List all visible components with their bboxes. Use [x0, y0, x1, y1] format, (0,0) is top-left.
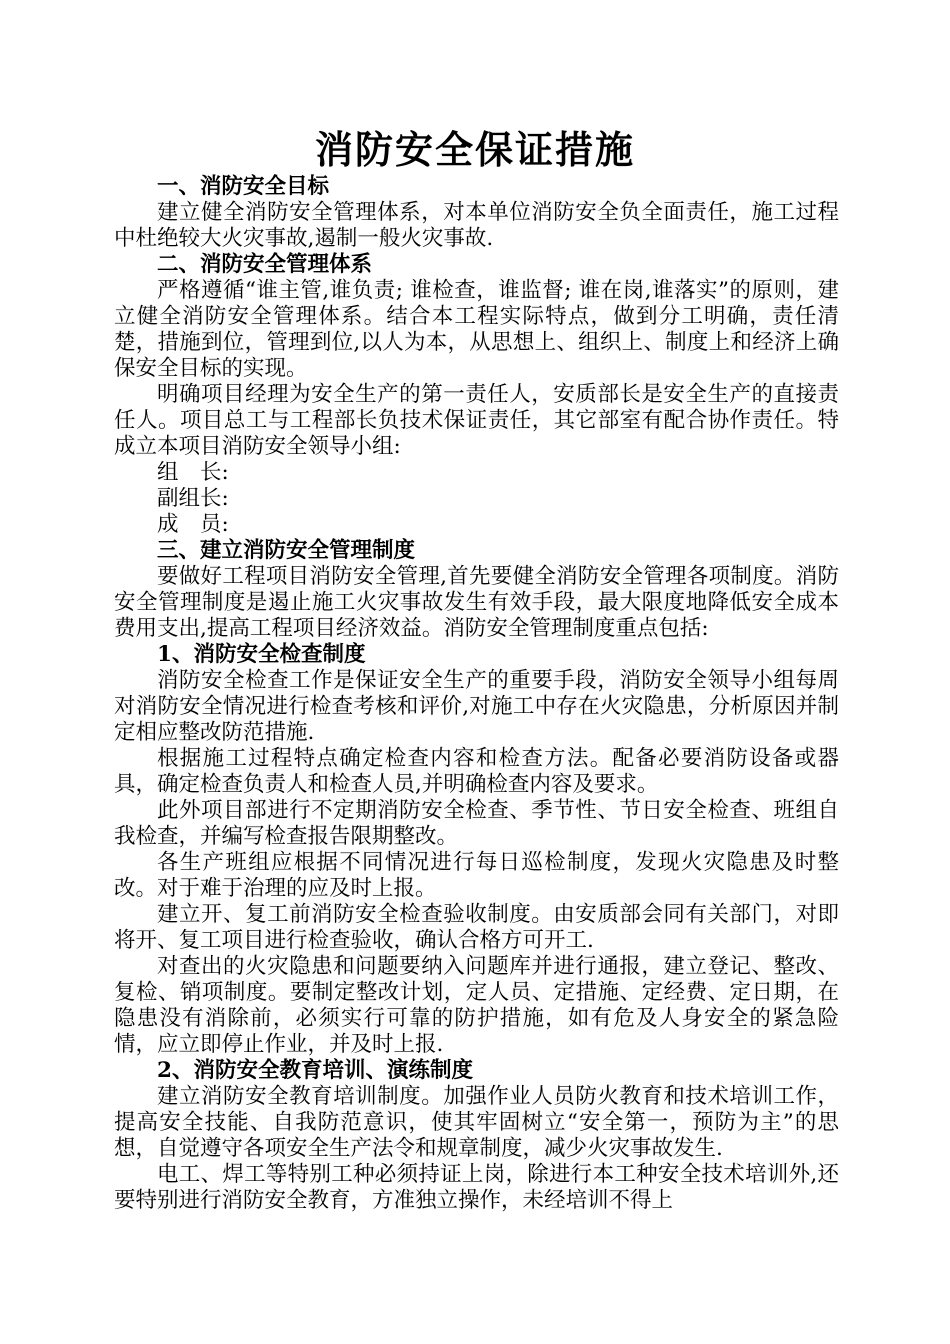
- section-heading: 三、建立消防安全管理制度: [157, 538, 416, 563]
- paragraph: 各生产班组应根据不同情况进行每日巡检制度，发现火灾隐患及时整改。对于难于治理的应及时上报。: [114, 850, 839, 901]
- role-line: 组 长:: [157, 460, 229, 485]
- paragraph: 建立消防安全教育培训制度。加强作业人员防火教育和技术培训工作，提高安全技能、自我防范意识，使其牢固树立“安全第一，预防为主”的思想，自觉遵守各项安全生产法令和规章制度，减少火灾事故发生.: [114, 1084, 839, 1161]
- role-line: 副组长:: [157, 486, 229, 511]
- paragraph: 根据施工过程特点确定检查内容和检查方法。配备必要消防设备或器具，确定检查负责人和检查人员,并明确检查内容及要求。: [114, 746, 839, 797]
- document-body: [114, 174, 839, 1214]
- section-heading: 1、消防安全检查制度: [157, 642, 366, 667]
- section-heading: 一、消防安全目标: [157, 174, 330, 199]
- paragraph: 严格遵循“谁主管,谁负责; 谁检查，谁监督; 谁在岗,谁落实”的原则，建立健全消防安全管理体系。结合本工程实际特点，做到分工明确，责任清楚，措施到位，管理到位,以人为本，从思想上、组织上、制度上和经济上确保安全目标的实现。: [114, 278, 839, 381]
- paragraph: 对查出的火灾隐患和问题要纳入问题库并进行通报，建立登记、整改、复检、销项制度。要制定整改计划，定人员、定措施、定经费、定日期，在隐患没有消除前，必须实行可靠的防护措施，如有危及人身安全的紧急险情，应立即停止作业，并及时上报.: [114, 954, 839, 1057]
- role-line: 成 员:: [157, 512, 229, 537]
- paragraph: 消防安全检查工作是保证安全生产的重要手段，消防安全领导小组每周对消防安全情况进行检查考核和评价,对施工中存在火灾隐患，分析原因并制定相应整改防范措施.: [114, 668, 839, 745]
- paragraph: 明确项目经理为安全生产的第一责任人，安质部长是安全生产的直接责任人。项目总工与工程部长负技术保证责任，其它部室有配合协作责任。特成立本项目消防安全领导小组:: [114, 382, 839, 459]
- page-title: 消防安全保证措施: [314, 127, 635, 172]
- section-heading: 2、消防安全教育培训、演练制度: [157, 1058, 473, 1083]
- paragraph: 要做好工程项目消防安全管理,首先要健全消防安全管理各项制度。消防安全管理制度是遏止施工火灾事故发生有效手段，最大限度地降低安全成本费用支出,提高工程项目经济效益。消防安全管理制度重点包括:: [114, 564, 839, 641]
- paragraph: 建立健全消防安全管理体系，对本单位消防安全负全面责任，施工过程中杜绝较大火灾事故,遏制一般火灾事故.: [114, 200, 839, 251]
- section-heading: 二、消防安全管理体系: [157, 252, 373, 277]
- paragraph: 建立开、复工前消防安全检查验收制度。由安质部会同有关部门，对即将开、复工项目进行检查验收，确认合格方可开工.: [114, 902, 839, 953]
- paragraph: 电工、焊工等特别工种必须持证上岗，除进行本工种安全技术培训外,还要特别进行消防安全教育，方准独立操作，未经培训不得上: [114, 1162, 839, 1213]
- paragraph: 此外项目部进行不定期消防安全检查、季节性、节日安全检查、班组自我检查，并编写检查报告限期整改。: [114, 798, 839, 849]
